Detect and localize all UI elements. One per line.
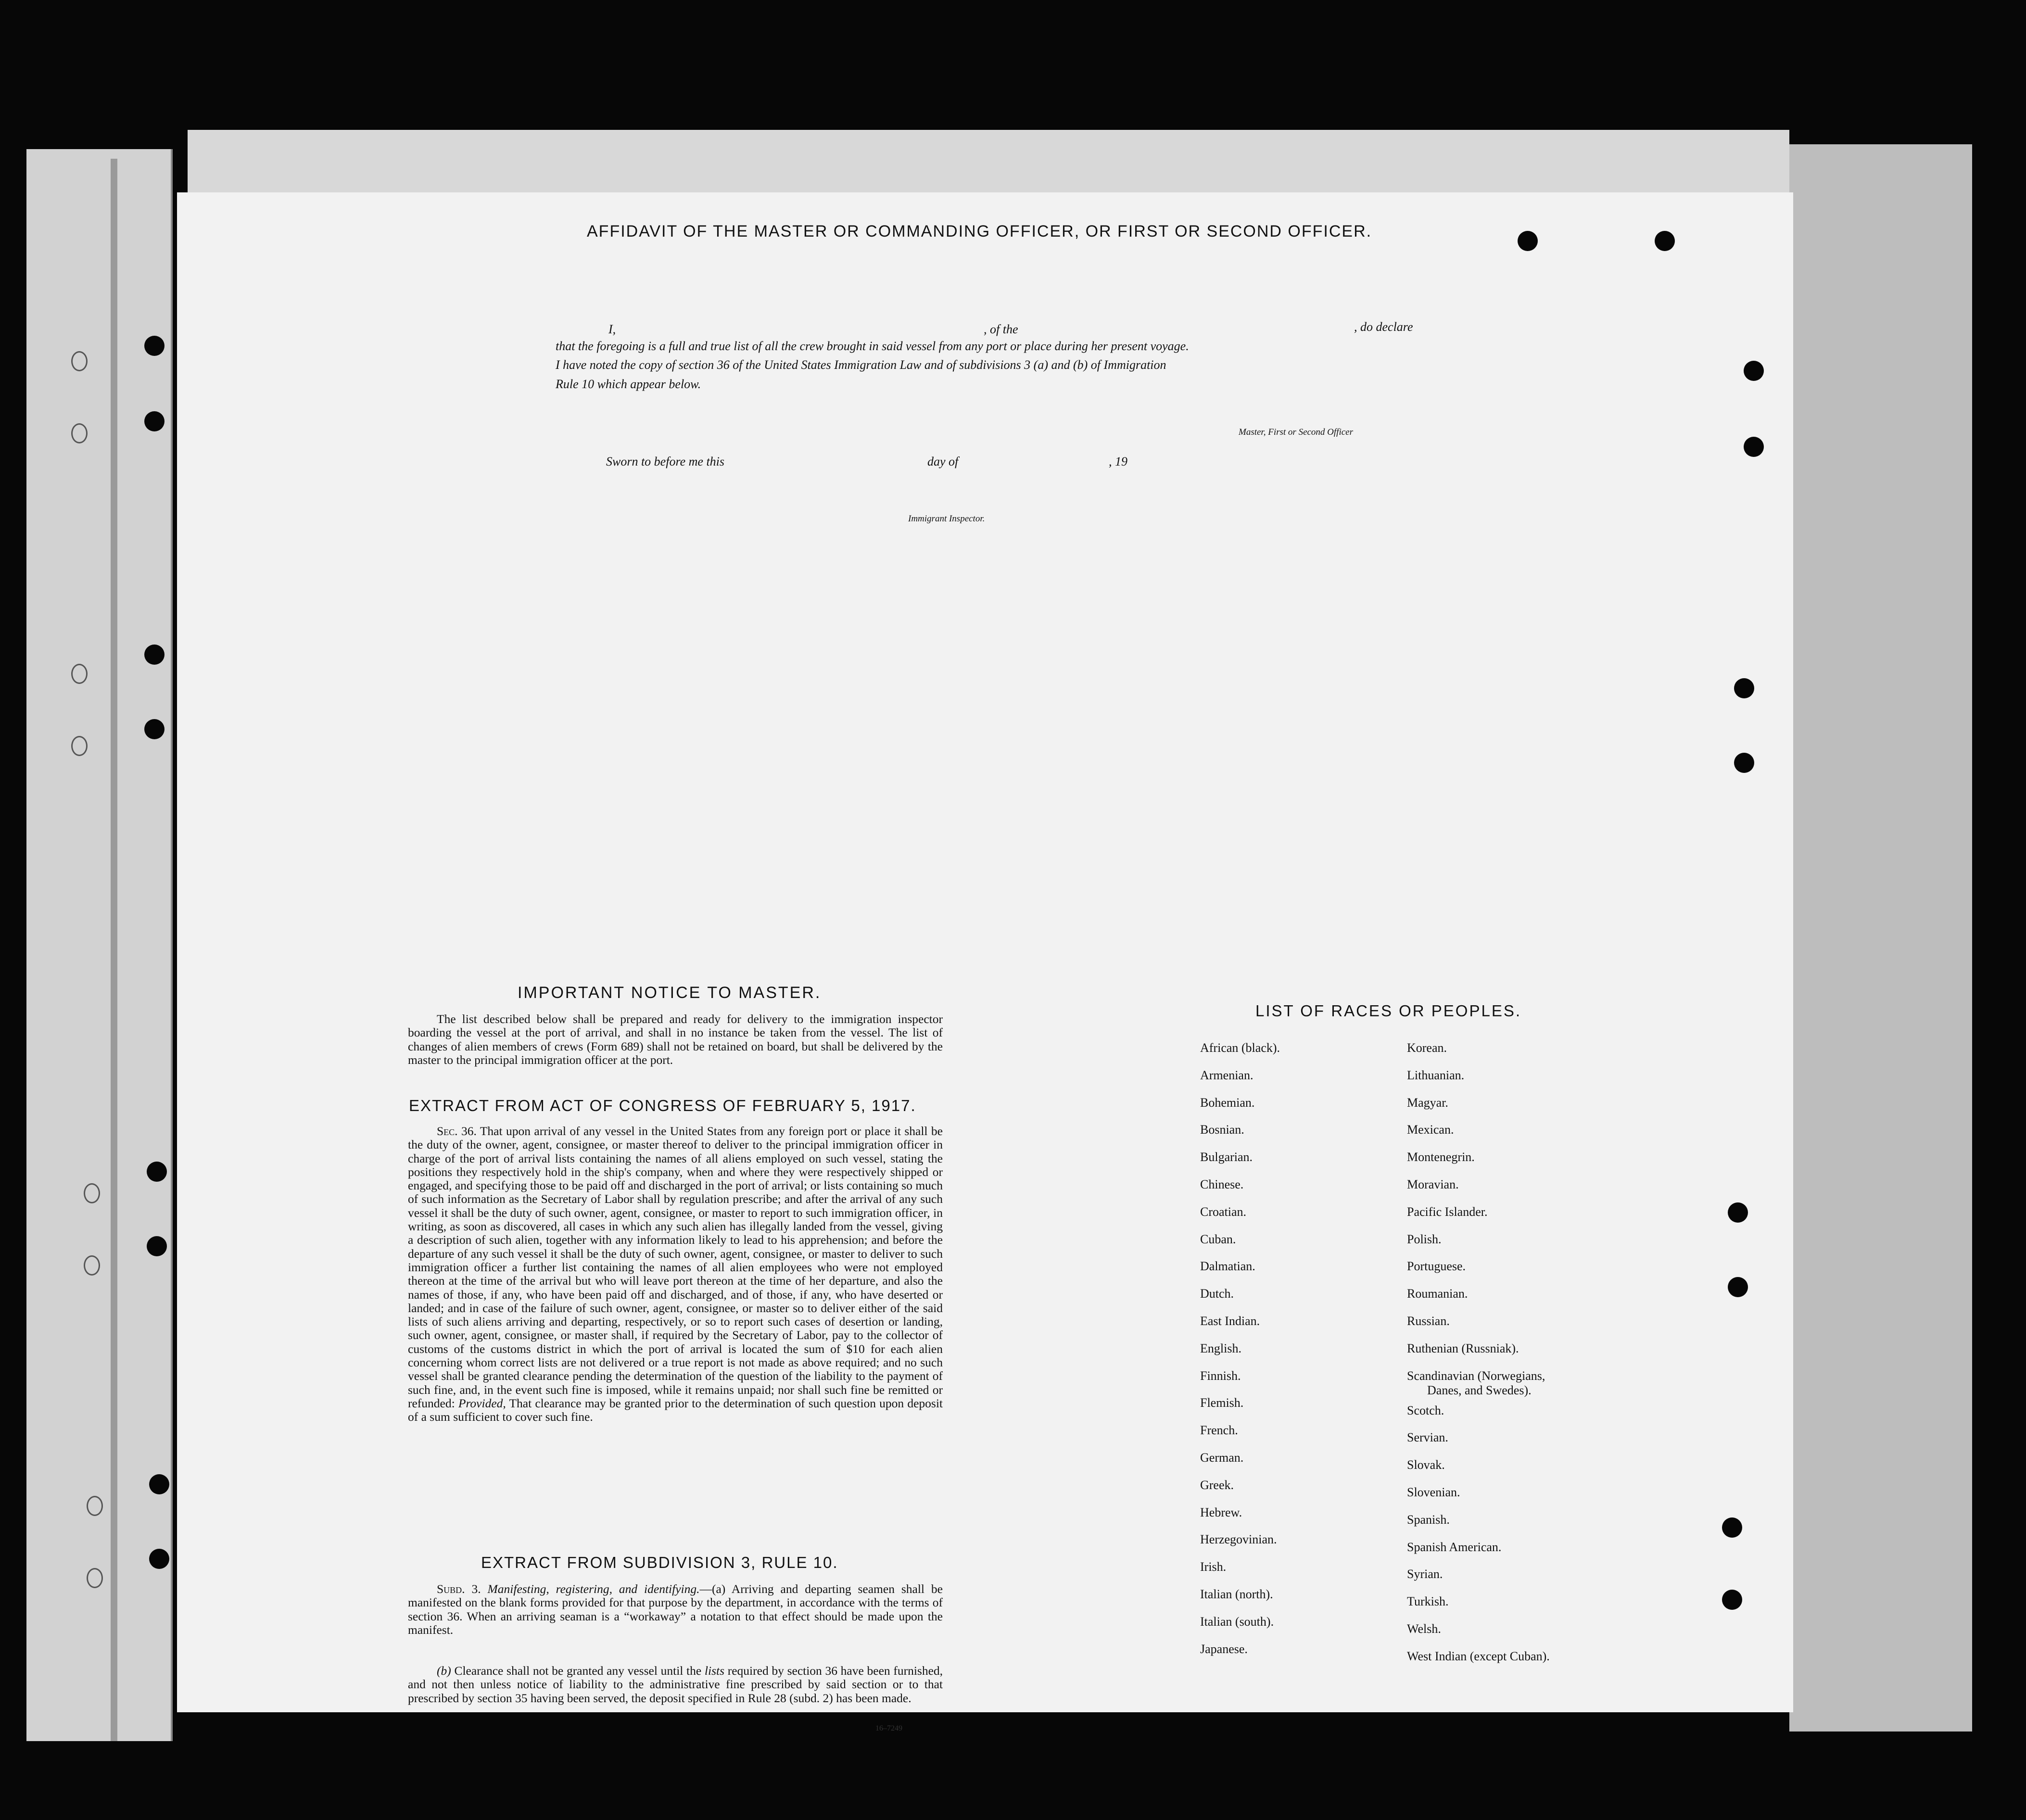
punch-hole	[1744, 437, 1764, 457]
binder-ring-hole	[71, 423, 88, 443]
para-a-text: —(a) Arriving and departing seamen shall be manifested on the blank forms provided for that purpose by the department, in accordance with the terms of section 36. When an arriving seaman is a “workaway” a notation to that effect should be made upon the manifest.	[408, 1582, 943, 1637]
race-item: Turkish.	[1407, 1594, 1449, 1609]
race-item: Bosnian.	[1200, 1123, 1244, 1137]
race-item: Croatian.	[1200, 1204, 1247, 1219]
race-item: Cuban.	[1200, 1232, 1236, 1246]
affidavit-title: AFFIDAVIT OF THE MASTER OR COMMANDING OFFICER, OR FIRST OR SECOND OFFICER.	[587, 222, 1372, 240]
inspector-signature-label: Immigrant Inspector.	[908, 514, 985, 524]
race-item: Portuguese.	[1407, 1259, 1466, 1274]
binder-ring-hole	[71, 736, 88, 756]
section-label: Sec. 36.	[437, 1124, 477, 1138]
race-item: Servian.	[1407, 1430, 1448, 1445]
race-item: Syrian.	[1407, 1567, 1443, 1581]
year-label: , 19	[1109, 455, 1127, 468]
race-item: Chinese.	[1200, 1177, 1244, 1191]
race-item: Armenian.	[1200, 1068, 1254, 1082]
punch-hole	[1734, 753, 1754, 773]
race-item: Finnish.	[1200, 1368, 1241, 1383]
subd-label: Subd. 3.	[437, 1582, 481, 1596]
race-item: Greek.	[1200, 1478, 1234, 1492]
race-item: Mexican.	[1407, 1123, 1454, 1137]
punch-hole	[1734, 678, 1754, 698]
punch-hole	[144, 645, 165, 665]
race-item: Italian (north).	[1200, 1587, 1273, 1601]
punch-hole	[144, 719, 165, 739]
act-extract-text: That upon arrival of any vessel in the United States from any foreign port or place it shall be the duty of the owner, agent, consignee, or master thereof to deliver to the principal immigration officer in charge of the port of arrival lists containing the names of all aliens employed on such vessel, stating the positions they respectively hold in the ship's company, when and where they were respectively shipped or engaged, and specifying those to be paid off and discharged in the port of arrival; or lists containing so much of such information as the Secretary of Labor shall by regulation prescribe; and after the arrival of any such vessel it shall be the duty of such owner, agent, consignee, or master to report to such immigration officer, in writing, as soon as discovered, all cases in which any such alien has illegally landed from the vessel, giving a description of such alien, together with any information likely to lead to his apprehension; and before the departure of any such vessel it shall be the duty of such owner, agent, consignee, or master to deliver to such immigration officer a further list containing the names of all alien employees who were not employed thereon at the time of the arrival but who will leave port thereon at the time of her departure, and also the names of those, if any, who have been paid off and discharged, and of those, if any, who have deserted or landed; and in case of the failure of such owner, agent, consignee, or master so to deliver either of the said lists of such aliens arriving and departing, respectively, or so to report such cases of desertion or landing, such owner, agent, consignee, or master shall, if required by the Secretary of Labor, pay to the collector of customs of the customs district in which the port of arrival is located the sum of $10 for each alien concerning whom correct lists are not delivered or a true report is not made as above required; and no such vessel shall be granted clearance pending the determination of the question of the liability to the payment of such fine, and, in the event such fine is imposed, while it remains unpaid; nor shall such fine be remitted or refunded:	[408, 1124, 943, 1410]
race-item: Bulgarian.	[1200, 1150, 1253, 1164]
race-item: Pacific Islander.	[1407, 1204, 1488, 1219]
act-extract-body	[408, 1125, 943, 1424]
race-item: Hebrew.	[1200, 1505, 1242, 1519]
para-b-lists: lists	[704, 1664, 725, 1678]
punch-hole	[147, 1162, 167, 1182]
rule-extract-para-b	[408, 1664, 943, 1705]
affidavit-line-2: that the foregoing is a full and true list of all the crew brought in said vessel from any port or place during her present voyage.	[556, 339, 1189, 353]
race-item: Bohemian.	[1200, 1095, 1255, 1110]
race-item: Russian.	[1407, 1314, 1450, 1328]
race-item: Spanish.	[1407, 1512, 1450, 1527]
punch-hole	[147, 1236, 167, 1256]
notice-title: IMPORTANT NOTICE TO MASTER.	[518, 984, 822, 1002]
affidavit-do-declare-label: , do declare	[1354, 320, 1413, 334]
day-of-label: day of	[927, 455, 959, 468]
race-item: Polish.	[1407, 1232, 1442, 1246]
race-item: Magyar.	[1407, 1095, 1448, 1110]
subd-title: Manifesting, registering, and identifying.	[487, 1582, 700, 1596]
race-item: Montenegrin.	[1407, 1150, 1475, 1164]
punch-hole	[144, 336, 165, 356]
race-item: Korean.	[1407, 1041, 1447, 1055]
race-item: East Indian.	[1200, 1314, 1260, 1328]
rule-extract-title: EXTRACT FROM SUBDIVISION 3, RULE 10.	[481, 1554, 838, 1571]
race-item: Ruthenian (Russniak).	[1407, 1341, 1519, 1355]
binder-ring-hole	[71, 664, 88, 684]
race-item: Dutch.	[1200, 1287, 1234, 1301]
race-item: Spanish American.	[1407, 1540, 1502, 1554]
race-item: French.	[1200, 1423, 1238, 1438]
background-sheet-right	[1789, 144, 1972, 1732]
punch-hole	[149, 1549, 169, 1569]
notice-body-text: The list described below shall be prepared and ready for delivery to the immigration inspector boarding the vessel at the port of arrival, and shall in no instance be taken from the vessel. The list of changes of alien members of crews (Form 689) shall not be retained on board, but shall be delivered by the master to the principal immigration officer at the port.	[408, 1012, 943, 1067]
race-item: Dalmatian.	[1200, 1259, 1255, 1274]
affidavit-line-4: Rule 10 which appear below.	[556, 377, 701, 391]
punch-hole	[1655, 231, 1675, 251]
rule-extract-para-a	[408, 1582, 943, 1637]
race-item: African (black).	[1200, 1041, 1280, 1055]
race-item: English.	[1200, 1341, 1241, 1355]
race-item: Japanese.	[1200, 1642, 1248, 1656]
manifest-back-page	[177, 192, 1793, 1712]
punch-hole	[149, 1474, 169, 1494]
punch-hole	[1728, 1202, 1748, 1223]
race-item: Slovak.	[1407, 1458, 1445, 1472]
provided-label: Provided,	[458, 1396, 506, 1410]
punch-hole	[1518, 231, 1538, 251]
race-item: Moravian.	[1407, 1177, 1459, 1191]
sworn-label: Sworn to before me this	[606, 455, 725, 468]
binder-ring-hole	[84, 1183, 100, 1203]
background-sheet-top	[188, 130, 1789, 197]
race-item: Scotch.	[1407, 1403, 1444, 1417]
binder-strip-edge	[111, 159, 117, 1741]
para-b-start: Clearance shall not be granted any vessel until the	[454, 1664, 702, 1678]
binder-ring-hole	[71, 351, 88, 371]
punch-hole	[144, 411, 165, 431]
race-item: German.	[1200, 1451, 1244, 1465]
affidavit-of-the-label: , of the	[984, 322, 1018, 336]
races-title: LIST OF RACES OR PEOPLES.	[1255, 1002, 1522, 1020]
race-item: Italian (south).	[1200, 1614, 1274, 1629]
punch-hole	[1728, 1277, 1748, 1297]
act-extract-text-end: That clearance may be granted prior to the determination of such question upon deposit of a sum sufficient to cover such fine.	[408, 1396, 943, 1424]
race-item: Welsh.	[1407, 1622, 1441, 1636]
race-item: Roumanian.	[1407, 1287, 1468, 1301]
binder-ring-hole	[84, 1255, 100, 1276]
affidavit-i-label: I,	[608, 322, 616, 336]
race-item: Slovenian.	[1407, 1485, 1460, 1499]
race-item: Herzegovinian.	[1200, 1532, 1277, 1547]
binder-ring-hole	[87, 1568, 103, 1588]
act-extract-title: EXTRACT FROM ACT OF CONGRESS OF FEBRUARY 5, 1917.	[409, 1097, 916, 1114]
race-item: West Indian (except Cuban).	[1407, 1649, 1550, 1663]
race-item: Scandinavian (Norwegians,	[1407, 1368, 1545, 1383]
notice-body	[408, 1012, 943, 1067]
affidavit-line-3: I have noted the copy of section 36 of the United States Immigration Law and of subdivisions 3 (a) and (b) of Immigration	[556, 358, 1166, 372]
punch-hole	[1722, 1517, 1742, 1538]
punch-hole	[1744, 361, 1764, 381]
master-signature-label: Master, First or Second Officer	[1239, 427, 1354, 437]
race-item: Danes, and Swedes).	[1427, 1383, 1532, 1397]
para-b-rest: required by section 36 have been furnished, and not then unless notice of liability to the administrative fine prescribed by said section or to that prescribed by section 35 having been served, the deposit specified in Rule 28 (subd. 2) has been made.	[408, 1664, 943, 1705]
binder-ring-hole	[87, 1496, 103, 1516]
race-item: Flemish.	[1200, 1396, 1244, 1410]
form-number: 16–7249	[875, 1724, 902, 1732]
punch-hole	[1722, 1590, 1742, 1610]
race-item: Lithuanian.	[1407, 1068, 1465, 1082]
race-item: Irish.	[1200, 1560, 1227, 1574]
para-b-label: (b)	[437, 1664, 451, 1678]
